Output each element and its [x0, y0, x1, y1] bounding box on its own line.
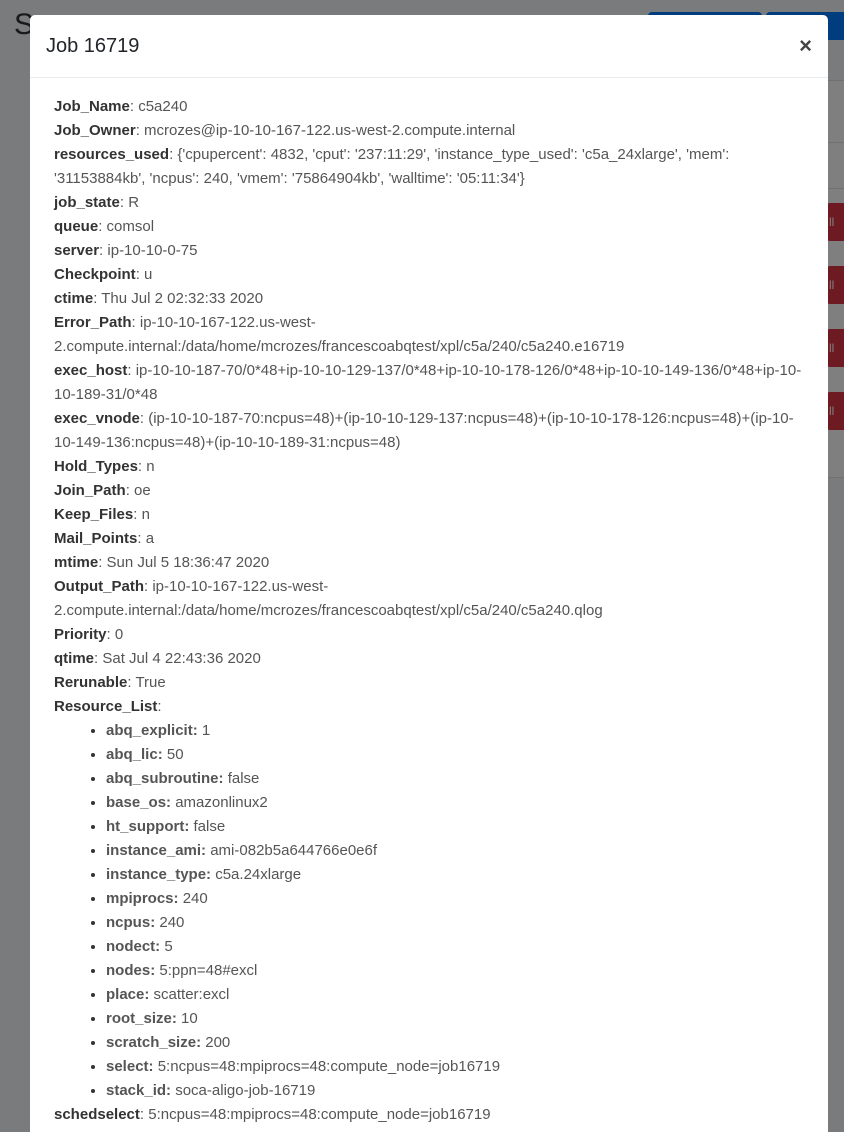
resource-key: nodect: [106, 938, 156, 955]
field-row: job_state: R: [54, 194, 140, 211]
resource-key: abq_lic: [106, 746, 158, 763]
field-key: resources_used: [54, 146, 170, 163]
resource-key-separator: :: [184, 818, 190, 835]
field-key: Rerunable: [54, 674, 128, 691]
resource-key: ht_support: [106, 818, 185, 835]
resource-value: 240: [182, 890, 208, 907]
field-row: Resource_List:: [54, 698, 162, 715]
field-row: exec_host: ip-10-10-187-70/0*48+ip-10-10-129-137/0*48+ip-10-10-178-126/0*48+ip-10-10-149-136/0*48+ip-10-10-189-31/0*48: [54, 362, 802, 403]
field-value: comsol: [106, 218, 155, 235]
resource-key-separator: :: [192, 722, 198, 739]
resource-item: [106, 839, 804, 863]
resource-value: 5:ncpus=48:mpiprocs=48:compute_node=job16719: [157, 1058, 501, 1075]
resource-value: 5:ppn=48#excl: [159, 962, 258, 979]
job-fields-trailing: [54, 1103, 804, 1127]
resource-key: base_os: [106, 794, 167, 811]
field-row: Error_Path: ip-10-10-167-122.us-west-2.compute.internal:/data/home/mcrozes/francescoabqtest/xpl/c5a/240/c5a240.e16719: [54, 314, 625, 355]
resource-key-separator: :: [157, 746, 163, 763]
resource-value: c5a.24xlarge: [215, 866, 302, 883]
field-row: Rerunable: True: [54, 674, 166, 691]
resource-key: ncpus: [106, 914, 151, 931]
resource-key-separator: :: [166, 1082, 172, 1099]
resource-item: [106, 1079, 804, 1103]
field-value: R: [128, 194, 140, 211]
field-value: n: [141, 506, 150, 523]
field-value: ip-10-10-167-122.us-west-2.compute.internal:/data/home/mcrozes/francescoabqtest/xpl/c5a/240/c5a240.qlog: [54, 578, 603, 619]
resource-value: false: [227, 770, 260, 787]
field-value: c5a240: [138, 98, 188, 115]
field-key: Priority: [54, 626, 107, 643]
resource-value: 200: [205, 1034, 231, 1051]
field-key: Output_Path: [54, 578, 144, 595]
resource-key: abq_subroutine: [106, 770, 219, 787]
field-value: ip-10-10-0-75: [107, 242, 198, 259]
field-row: mtime: Sun Jul 5 18:36:47 2020: [54, 554, 270, 571]
resource-value: amazonlinux2: [175, 794, 268, 811]
field-key: Error_Path: [54, 314, 132, 331]
field-key: Mail_Points: [54, 530, 138, 547]
resource-key: mpiprocs: [106, 890, 174, 907]
field-key: Job_Name: [54, 98, 130, 115]
field-key: queue: [54, 218, 99, 235]
resource-key-separator: :: [206, 866, 212, 883]
resource-item: [106, 1031, 804, 1055]
field-key: Join_Path: [54, 482, 126, 499]
resource-key-separator: :: [150, 914, 156, 931]
resource-value: ami-082b5a644766e0e6f: [210, 842, 378, 859]
job-fields: [54, 95, 804, 695]
resource-key: root_size: [106, 1010, 172, 1027]
resource-value: 50: [166, 746, 184, 763]
field-key: Resource_List: [54, 698, 158, 715]
field-value: 0: [114, 626, 124, 643]
resource-value: 240: [159, 914, 185, 931]
resource-item: [106, 815, 804, 839]
modal-title: Job 16719: [46, 34, 140, 57]
field-key: job_state: [54, 194, 120, 211]
field-row: Priority: 0: [54, 626, 124, 643]
field-value: oe: [134, 482, 151, 499]
field-row: Keep_Files: n: [54, 506, 150, 523]
resource-item: [106, 983, 804, 1007]
resource-value: false: [193, 818, 226, 835]
resource-key-separator: :: [166, 794, 172, 811]
resource-key: abq_explicit: [106, 722, 193, 739]
resource-key-separator: :: [155, 938, 161, 955]
resource-item: [106, 1007, 804, 1031]
field-row: Checkpoint: u: [54, 266, 153, 283]
field-value: 5:ncpus=48:mpiprocs=48:compute_node=job16719: [148, 1106, 491, 1123]
field-key: exec_vnode: [54, 410, 140, 427]
resource-key-separator: :: [171, 1010, 177, 1027]
field-value: {'cpupercent': 4832, 'cput': '237:11:29', 'instance_type_used': 'c5a_24xlarge', 'mem': '31153884kb', 'ncpus': 240, 'vmem': '75864904kb', 'walltime': '05:11:34'}: [54, 146, 730, 187]
resource-item: [106, 1055, 804, 1079]
resource-item: [106, 863, 804, 887]
field-value: ip-10-10-187-70/0*48+ip-10-10-129-137/0*48+ip-10-10-178-126/0*48+ip-10-10-149-136/0*48+ip-10-10-189-31/0*48: [54, 362, 802, 403]
resource-key: place: [106, 986, 145, 1003]
field-row: resources_used: {'cpupercent': 4832, 'cput': '237:11:29', 'instance_type_used': 'c5a_24xlarge', 'mem': '31153884kb', 'ncpus': 240, 'vmem': '75864904kb', 'walltime': '05:11:34'}: [54, 146, 730, 187]
field-row: schedselect: 5:ncpus=48:mpiprocs=48:compute_node=job16719: [54, 1106, 491, 1123]
field-row: Join_Path: oe: [54, 482, 151, 499]
field-key: ctime: [54, 290, 94, 307]
resource-value: 5: [164, 938, 173, 955]
resource-item: [106, 959, 804, 983]
field-key: qtime: [54, 650, 95, 667]
resource-item: [106, 911, 804, 935]
field-key: Job_Owner: [54, 122, 136, 139]
field-row: Mail_Points: a: [54, 530, 155, 547]
modal-body: [30, 78, 828, 1127]
field-value: ip-10-10-167-122.us-west-2.compute.internal:/data/home/mcrozes/francescoabqtest/xpl/c5a/240/c5a240.e16719: [54, 314, 625, 355]
resource-key-separator: :: [201, 842, 207, 859]
field-value: Sat Jul 4 22:43:36 2020: [102, 650, 261, 667]
field-key: server: [54, 242, 100, 259]
field-value: a: [145, 530, 155, 547]
field-key: Hold_Types: [54, 458, 138, 475]
field-row: exec_vnode: (ip-10-10-187-70:ncpus=48)+(ip-10-10-129-137:ncpus=48)+(ip-10-10-178-126:ncpus=48)+(ip-10-10-149-136:ncpus=48)+(ip-10-10-189-31:ncpus=48): [54, 410, 794, 451]
field-value: n: [146, 458, 155, 475]
field-row: Job_Owner: mcrozes@ip-10-10-167-122.us-west-2.compute.internal: [54, 122, 516, 139]
resource-item: [106, 743, 804, 767]
modal-header: [30, 15, 828, 78]
resource-key-separator: :: [150, 962, 156, 979]
field-row: server: ip-10-10-0-75: [54, 242, 198, 259]
field-row: Output_Path: ip-10-10-167-122.us-west-2.compute.internal:/data/home/mcrozes/francescoabqtest/xpl/c5a/240/c5a240.qlog: [54, 578, 603, 619]
field-key: Keep_Files: [54, 506, 134, 523]
resource-item: [106, 767, 804, 791]
resource-value: 10: [181, 1010, 198, 1027]
resource-item: [106, 719, 804, 743]
resource-value: soca-aligo-job-16719: [175, 1082, 316, 1099]
resource-key-separator: :: [173, 890, 179, 907]
resource-key: select: [106, 1058, 149, 1075]
field-row: ctime: Thu Jul 2 02:32:33 2020: [54, 290, 264, 307]
resource-key: stack_id: [106, 1082, 167, 1099]
field-value: mcrozes@ip-10-10-167-122.us-west-2.compute.internal: [144, 122, 516, 139]
resource-list: [54, 719, 804, 1103]
resource-item: [106, 935, 804, 959]
resource-key: nodes: [106, 962, 151, 979]
field-row: Job_Name: c5a240: [54, 98, 188, 115]
resource-key: instance_type: [106, 866, 207, 883]
field-value: Thu Jul 2 02:32:33 2020: [101, 290, 264, 307]
resource-item: [106, 791, 804, 815]
resource-key-separator: :: [218, 770, 224, 787]
close-icon[interactable]: ×: [799, 33, 812, 58]
field-value: Sun Jul 5 18:36:47 2020: [106, 554, 270, 571]
field-value: True: [135, 674, 166, 691]
resource-key-separator: :: [144, 986, 150, 1003]
resource-value: scatter:excl: [153, 986, 230, 1003]
resource-key-separator: :: [148, 1058, 154, 1075]
resource-key: scratch_size: [106, 1034, 197, 1051]
field-value: (ip-10-10-187-70:ncpus=48)+(ip-10-10-129-137:ncpus=48)+(ip-10-10-178-126:ncpus=48)+(ip-10-10-149-136:ncpus=48)+(ip-10-10-189-31:ncpus=48): [54, 410, 794, 451]
resource-key-separator: :: [196, 1034, 202, 1051]
field-row: queue: comsol: [54, 218, 155, 235]
field-row: Hold_Types: n: [54, 458, 155, 475]
field-value: u: [144, 266, 153, 283]
resource-item: [106, 887, 804, 911]
resource-key: instance_ami: [106, 842, 202, 859]
field-key: exec_host: [54, 362, 128, 379]
field-key: mtime: [54, 554, 99, 571]
resource-value: 1: [201, 722, 211, 739]
field-key: Checkpoint: [54, 266, 136, 283]
job-details-modal: [30, 15, 828, 1132]
field-row: qtime: Sat Jul 4 22:43:36 2020: [54, 650, 261, 667]
field-key: schedselect: [54, 1106, 140, 1123]
